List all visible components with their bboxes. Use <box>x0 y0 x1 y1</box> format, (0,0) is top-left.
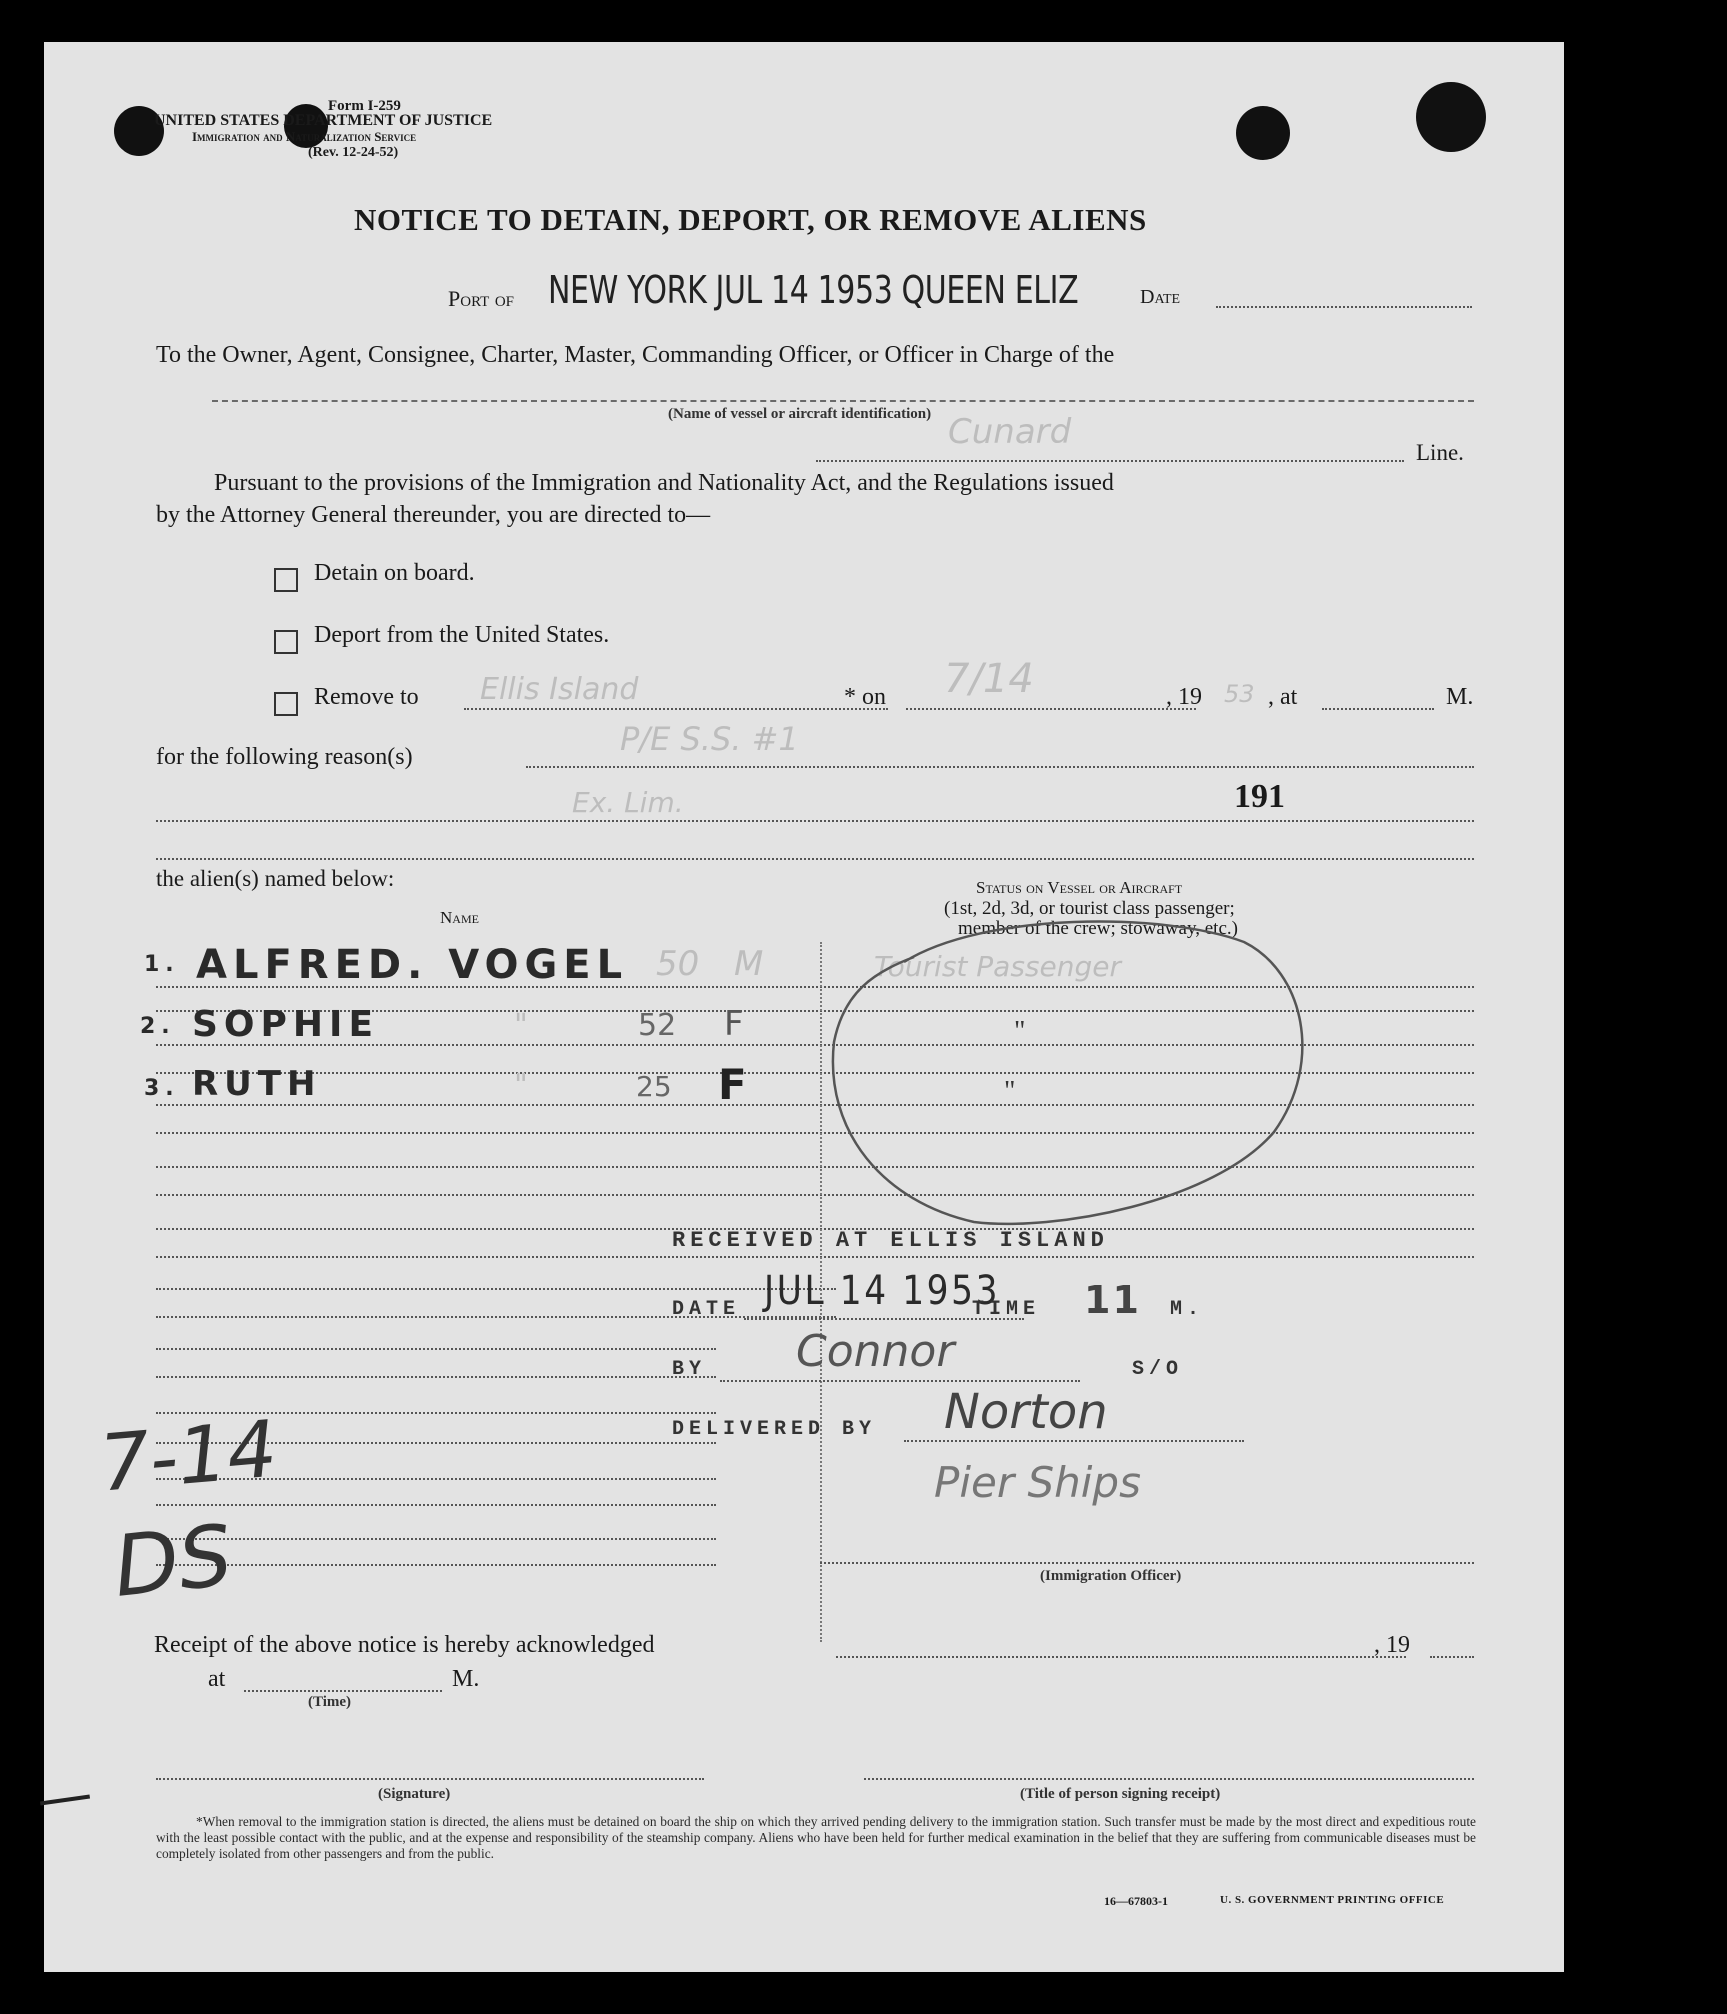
received-time-hand: 11 <box>1084 1278 1141 1322</box>
alien-row-1-age: 50 <box>656 944 700 984</box>
alien-row-1-sex: M <box>734 944 764 984</box>
alien-row-line <box>156 1288 836 1290</box>
receipt-time-line <box>244 1690 442 1692</box>
printer-office: U. S. GOVERNMENT PRINTING OFFICE <box>1220 1894 1445 1906</box>
delivered-label: DELIVERED BY <box>672 1418 877 1441</box>
pier-hand: Pier Ships <box>934 1458 1141 1507</box>
port-stamp: NEW YORK JUL 14 1953 QUEEN ELIZ <box>548 268 1079 312</box>
agency-line2: Immigration and Naturalization Service <box>192 129 417 144</box>
officer-line <box>820 1562 1474 1564</box>
agency-line1: UNITED STATES DEPARTMENT OF JUSTICE <box>154 112 493 129</box>
received-date-label: DATE <box>672 1298 741 1321</box>
alien-row-2-name: SOPHIE <box>192 1004 380 1045</box>
alien-row-line <box>156 1504 716 1506</box>
name-header: Name <box>440 908 479 927</box>
margin-note-line1: 7-14 <box>96 1404 281 1510</box>
alien-row-line <box>156 1348 716 1350</box>
status-circle <box>804 902 1324 1242</box>
receipt-m: M. <box>452 1666 480 1692</box>
punch-hole-top-right <box>1416 82 1486 152</box>
reasons-label: for the following reason(s) <box>156 744 413 770</box>
received-time-label: TIME <box>972 1298 1041 1321</box>
title-caption: (Title of person signing receipt) <box>1020 1786 1221 1802</box>
detain-checkbox[interactable] <box>274 568 298 592</box>
punch-hole-right <box>1236 106 1290 160</box>
alien-row-line <box>156 1538 716 1540</box>
printer-code: 16—67803-1 <box>1104 1894 1168 1908</box>
aliens-intro: the alien(s) named below: <box>156 866 395 891</box>
date-label: Date <box>1140 286 1181 308</box>
receipt-at: at <box>208 1666 226 1692</box>
address-line: To the Owner, Agent, Consignee, Charter, Master, Commanding Officer, or Officer in Charge of the <box>156 342 1115 368</box>
line-name-line <box>816 460 1404 462</box>
received-by-line <box>720 1380 1080 1382</box>
vessel-line <box>212 400 1474 402</box>
vessel-caption: (Name of vessel or aircraft identification) <box>668 406 932 422</box>
margin-note-line2: DS <box>109 1506 237 1616</box>
receipt-line: Receipt of the above notice is hereby acknowledged <box>154 1632 655 1658</box>
received-heading: RECEIVED AT ELLIS ISLAND <box>672 1228 1109 1253</box>
alien-row-line <box>156 1376 716 1378</box>
remove-to-hand: Ellis Island <box>480 672 639 707</box>
delivered-line <box>904 1440 1244 1442</box>
receipt-year-line <box>1430 1656 1474 1658</box>
form-number: Form I-259 <box>328 98 401 114</box>
line-suffix: Line. <box>1416 440 1464 465</box>
alien-row-line <box>156 1564 716 1566</box>
year-prefix: , 19 <box>1166 684 1202 710</box>
remove-m-label: M. <box>1446 684 1474 710</box>
deport-label: Deport from the United States. <box>314 622 610 648</box>
deport-checkbox[interactable] <box>274 630 298 654</box>
delivered-hand: Norton <box>944 1384 1108 1440</box>
on-date-line <box>906 708 1196 710</box>
alien-row-3-age: 25 <box>636 1070 672 1103</box>
alien-row-2-sex: F <box>724 1004 744 1044</box>
footnote: *When removal to the immigration station is directed, the aliens must be detained on board the ship on which they arrived pending delivery to the immigration station. Such transfer must be made by the most direct and expeditious route with the least possible contact with the public, and at the expense and responsibility of the steamship company. Aliens who have been held for further medical examination in the belief that they are suffering from communicable diseases must be completely isolated from other passengers and from the public. <box>156 1814 1476 1861</box>
alien-row-3-sex: F <box>718 1060 747 1109</box>
receipt-year: , 19 <box>1374 1632 1410 1658</box>
reason-number: 191 <box>1234 778 1285 815</box>
at-time-line <box>1322 708 1434 710</box>
year-hand: 53 <box>1224 680 1255 708</box>
alien-row-1-name: ALFRED. VOGEL <box>196 942 629 988</box>
received-by-label: BY <box>672 1358 707 1381</box>
remove-checkbox[interactable] <box>274 692 298 716</box>
received-by-hand: Connor <box>796 1326 955 1377</box>
status-note1: (1st, 2d, 3d, or tourist class passenger; <box>944 898 1235 919</box>
page-title: NOTICE TO DETAIN, DEPORT, OR REMOVE ALIENS <box>354 202 1147 237</box>
reason-hand-1: P/E S.S. #1 <box>620 720 799 758</box>
receipt-date-line <box>836 1656 1406 1658</box>
alien-row-1-status: Tourist Passenger <box>874 950 1121 983</box>
pursuant-line2: by the Attorney General thereunder, you are directed to— <box>156 502 711 528</box>
status-header: Status on Vessel or Aircraft <box>976 878 1183 897</box>
remove-to-line <box>464 708 888 710</box>
reason-hand-2: Ex. Lim. <box>572 786 684 819</box>
pursuant-line1: Pursuant to the provisions of the Immigration and Nationality Act, and the Regulations issued <box>214 470 1114 496</box>
on-date-hand: 7/14 <box>944 656 1034 702</box>
time-caption: (Time) <box>308 1694 352 1710</box>
form-sheet <box>44 42 1564 1972</box>
alien-row-2-ditto: " <box>514 1008 528 1043</box>
alien-row-line <box>156 1256 1474 1258</box>
reason-line-1 <box>526 766 1474 768</box>
alien-row-3-name: RUTH <box>192 1064 322 1104</box>
title-line <box>864 1778 1474 1780</box>
asterisk-on: * on <box>844 684 886 710</box>
port-label: Port of <box>448 286 515 311</box>
received-so-label: S/O <box>1132 1358 1184 1381</box>
line-handwritten: Cunard <box>948 412 1072 452</box>
alien-row-3-status: " <box>1004 1076 1016 1107</box>
alien-row-2-age: 52 <box>638 1008 677 1043</box>
alien-row-1-num: 1. <box>144 952 180 977</box>
alien-row-3-num: 3. <box>144 1076 180 1101</box>
detain-label: Detain on board. <box>314 560 475 586</box>
signature-line <box>156 1778 704 1780</box>
reason-line-3 <box>156 858 1474 860</box>
status-note2: member of the crew; stowaway, etc.) <box>958 918 1238 939</box>
received-date-stamp: JUL 14 1953 <box>764 1268 1001 1314</box>
officer-caption: (Immigration Officer) <box>1040 1568 1182 1584</box>
date-line <box>1216 306 1472 308</box>
reason-line-2 <box>156 820 1474 822</box>
remove-label: Remove to <box>314 684 419 710</box>
alien-row-2-num: 2. <box>140 1014 176 1039</box>
at-label: , at <box>1268 684 1298 710</box>
signature-caption: (Signature) <box>378 1786 451 1802</box>
revision: (Rev. 12-24-52) <box>308 145 399 160</box>
alien-row-3-ditto: " <box>514 1068 528 1103</box>
received-m-label: M. <box>1170 1298 1205 1321</box>
alien-row-2-status: " <box>1014 1016 1026 1047</box>
